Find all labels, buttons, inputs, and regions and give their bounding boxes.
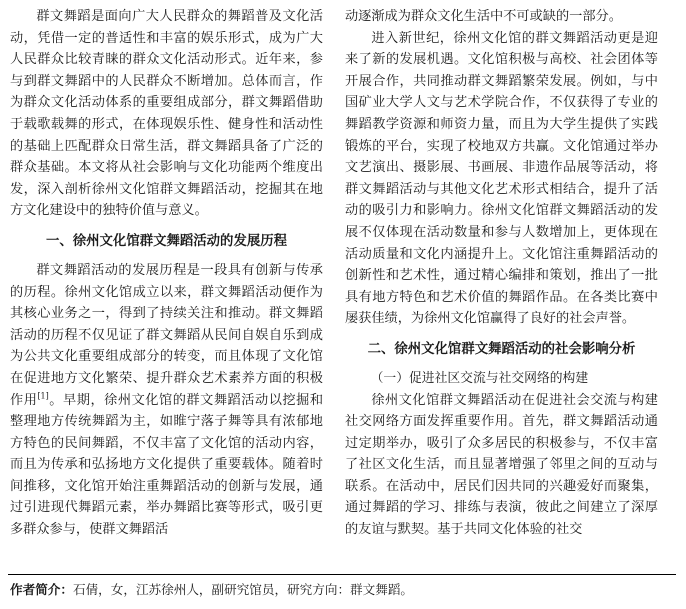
new-century-paragraph: 进入新世纪，徐州文化馆的群文舞蹈活动更是迎来了新的发展机遇。文化馆积极与高校、社会团体等开展合作，共同推动群文舞蹈繁荣发展。例如，与中国矿业大学人文与艺术学院合作，不仅获得了专业的舞蹈教学资源和师资力量，而且为大学生提供了实践锻炼的平台，实现了校地双方共赢。文化馆通过举办文艺演出、摄影展、书画展、非遗作品展等活动，将群文舞蹈活动与其他文化艺术形式相结合，提升了活动的吸引力和影响力。徐州文化馆群文舞蹈活动的发展不仅体现在活动数量和参与人数增加上，更体现在活动质量和文化内涵提升上。文化馆注重舞蹈活动的创新性和艺术性，通过精心编排和策划，推出了一批具有地方特色和艺术价值的舞蹈作品。在各类比赛中屡获佳绩，为徐州文化馆赢得了良好的社会声誉。 — [345, 30, 658, 327]
left-column — [10, 6, 323, 541]
history-paragraph — [10, 260, 323, 541]
history-text-a: 群文舞蹈活动的发展历程是一段具有创新与传承的历程。徐州文化馆成立以来，群文舞蹈活动便作为其核心业务之一，得到了持续关注和推动。群文舞蹈活动的历程不仅见证了群文舞蹈从民间自娱自乐到成为公共文化重要组成部分的转变，而且体现了文化馆在促进地方文化繁荣、提升群众艺术素养方面的积极作用 — [10, 262, 323, 408]
footnote-text: 石倩，女，江苏徐州人，副研究馆员，研究方向：群文舞蹈。 — [72, 582, 413, 597]
intro-paragraph: 群文舞蹈是面向广大人民群众的舞蹈普及文化活动，凭借一定的普适性和丰富的娱乐形式，成为广大人民群众比较青睐的群众文化活动形式。近年来，参与到群文舞蹈中的人民群众不断增加。总体而言，作为群众文化活动体系的重要组成部分，群文舞蹈借助于载歌载舞的形式，在体现娱乐性、健身性和活动性的基础上匹配群众日常生活，群文舞蹈具备了广泛的群众基础。本文将从社会影响与文化功能两个维度出发，深入剖析徐州文化馆群文舞蹈活动，挖掘其在地方文化建设中的独特价值与意义。 — [10, 9, 323, 219]
footnote-divider — [8, 574, 676, 575]
author-footnote — [10, 580, 678, 600]
continuation-paragraph: 动逐渐成为群众文化生活中不可或缺的一部分。 — [345, 9, 622, 24]
section-heading-2: 二、徐州文化馆群文舞蹈活动的社会影响分析 — [367, 341, 636, 357]
right-column — [345, 6, 658, 541]
section-heading-1: 一、徐州文化馆群文舞蹈活动的发展历程 — [45, 233, 288, 249]
footnote-label: 作者简介： — [10, 582, 73, 597]
community-paragraph: 徐州文化馆群文舞蹈活动在促进社会交流与构建社交网络方面发挥重要作用。首先，群文舞蹈活动通过定期举办，吸引了众多居民的积极参与，不仅丰富了社区文化生活，而且显著增强了邻里之间的互动与联系。在活动中，居民们因共同的兴趣爱好而聚集，通过舞蹈的学习、排练与表演，彼此之间建立了深厚的友谊与默契。基于共同文化体验的社交 — [345, 392, 658, 538]
citation-ref[interactable]: [1] — [37, 391, 49, 401]
history-text-b: 。早期，徐州文化馆的群文舞蹈活动以挖掘和整理地方传统舞蹈为主，如睢宁落子舞等具有浓郁地方特色的民间舞蹈，不仅丰富了文化馆的活动内容，而且为传承和弘扬地方文化提供了重要载体。随着时间推移，文化馆开始注重舞蹈活动的创新与发展，通过引进现代舞蹈元素，举办舞蹈比赛等形式，吸引更多群众参与，使群文舞蹈活 — [10, 392, 324, 538]
subsection-heading-1: （一）促进社区交流与社交网络的构建 — [370, 370, 589, 386]
